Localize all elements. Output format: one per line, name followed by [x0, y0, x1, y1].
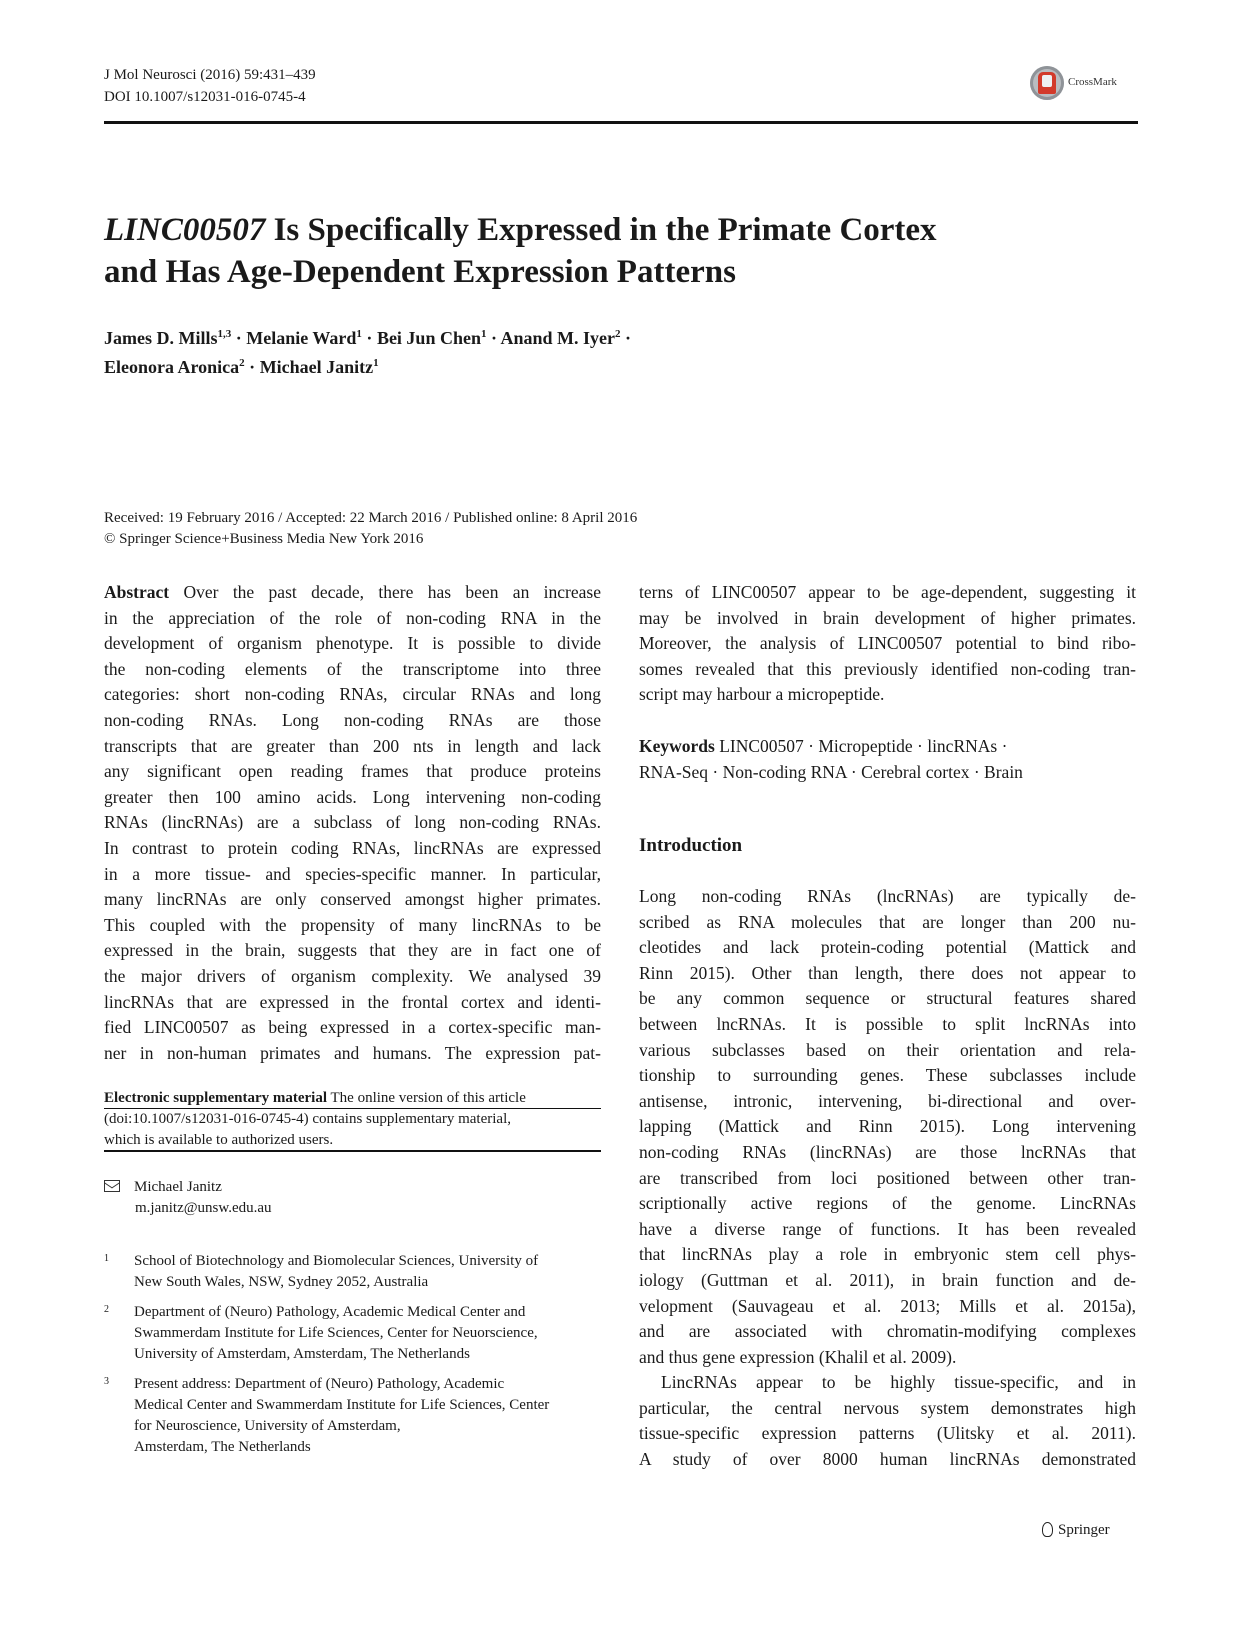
- abstract-line: Abstract Over the past decade, there has been an increase: [104, 582, 601, 602]
- abstract-line: Moreover, the analysis of LINC00507 potential to bind ribo-: [639, 633, 1136, 654]
- abstract-line: development of organism phenotype. It is possible to divide: [104, 633, 601, 654]
- author-affiliation-mark: 1,3: [217, 328, 232, 340]
- body-line: Rinn 2015). Other than length, there does not appear to: [639, 962, 1136, 983]
- body-line: antisense, intronic, intervening, bi-directional and over-: [639, 1090, 1136, 1111]
- abstract-line: categories: short non-coding RNAs, circular RNAs and long: [104, 684, 601, 705]
- abstract-line: somes revealed that this previously identified non-coding tran-: [639, 658, 1136, 679]
- correspondence: [104, 1177, 272, 1219]
- body-line: cleotides and lack protein-coding potential (Mattick and: [639, 937, 1136, 958]
- crossmark-label: CrossMark: [1068, 76, 1117, 88]
- affiliation-2: [104, 1302, 601, 1365]
- abstract-line: the non-coding elements of the transcriptome into three: [104, 658, 601, 679]
- affiliation-line: Present address: Department of (Neuro) Pathology, Academic: [134, 1376, 505, 1392]
- crossmark-badge[interactable]: [1030, 66, 1142, 104]
- affiliation-line: University of Amsterdam, Amsterdam, The Netherlands: [134, 1346, 470, 1362]
- author-affiliation-mark: 1: [373, 357, 379, 369]
- body-line: tionship to surrounding genes. These subclasses include: [639, 1065, 1136, 1086]
- body-line: tissue-specific expression patterns (Ulitsky et al. 2011).: [639, 1423, 1136, 1444]
- body-line: iology (Guttman et al. 2011), in brain function and de-: [639, 1269, 1136, 1290]
- publication-dates: [104, 508, 637, 550]
- esm-text: The online version of this article: [327, 1090, 526, 1106]
- body-line: LincRNAs appear to be highly tissue-specific, and in: [661, 1372, 1136, 1393]
- author-name[interactable]: Anand M. Iyer: [500, 328, 615, 348]
- body-line: that lincRNAs play a role in embryonic stem cell phys-: [639, 1244, 1136, 1265]
- affiliation-line: Department of (Neuro) Pathology, Academic Medical Center and: [134, 1304, 526, 1320]
- abstract-line: In contrast to protein coding RNAs, lincRNAs are expressed: [104, 837, 601, 858]
- abstract-line: many lincRNAs are only conserved amongst higher primates.: [104, 889, 601, 910]
- abstract-line: any significant open reading frames that produce proteins: [104, 761, 601, 782]
- abstract-line: fied LINC00507 as being expressed in a cortex-specific man-: [104, 1017, 601, 1038]
- affiliation-number: 2: [104, 1304, 109, 1315]
- body-line: non-coding RNAs (lincRNAs) are those lncRNAs that: [639, 1141, 1136, 1162]
- body-line: scriptionally active regions of the genome. LincRNAs: [639, 1193, 1136, 1214]
- affiliation-line: School of Biotechnology and Biomolecular Sciences, University of: [134, 1253, 539, 1269]
- abstract-line: in the appreciation of the role of non-coding RNA in the: [104, 607, 601, 628]
- author-name[interactable]: James D. Mills: [104, 328, 218, 348]
- affiliation-number: 3: [104, 1376, 109, 1387]
- body-line: A study of over 8000 human lincRNAs demonstrated: [639, 1449, 1136, 1470]
- title-line2: and Has Age-Dependent Expression Patterns: [104, 254, 736, 290]
- body-line: and are associated with chromatin-modifying complexes: [639, 1321, 1136, 1342]
- keywords-line: RNA-Seq · Non-coding RNA · Cerebral cortex · Brain: [639, 761, 1023, 782]
- author-affiliation-mark: 1: [480, 328, 487, 340]
- body-line: be any common sequence or structural features shared: [639, 988, 1136, 1009]
- affiliation-line: Medical Center and Swammerdam Institute for Life Sciences, Center: [134, 1397, 550, 1413]
- keywords: [639, 734, 1136, 785]
- correspondence-name: Michael Janitz: [134, 1179, 222, 1195]
- affiliation-line: New South Wales, NSW, Sydney 2052, Australia: [134, 1274, 429, 1290]
- body-line: various subclasses based on their orientation and rela-: [639, 1039, 1136, 1060]
- title-gene-name: LINC00507: [104, 212, 266, 248]
- body-line: lapping (Mattick and Rinn 2015). Long intervening: [639, 1116, 1136, 1137]
- abstract-line: greater then 100 amino acids. Long intervening non-coding: [104, 786, 601, 807]
- affiliation-3: [104, 1374, 601, 1458]
- keywords-label: Keywords: [639, 736, 715, 756]
- body-line: have a diverse range of functions. It has been revealed: [639, 1218, 1136, 1239]
- section-heading-introduction: Introduction: [639, 835, 743, 856]
- esm-text[interactable]: (doi:10.1007/s12031-016-0745-4) contains supplementary material,: [104, 1111, 511, 1127]
- journal-citation: [104, 64, 316, 108]
- journal-line: J Mol Neurosci (2016) 59:431–439: [104, 67, 316, 83]
- abstract-line: non-coding RNAs. Long non-coding RNAs are those: [104, 709, 601, 730]
- esm-label: Electronic supplementary material: [104, 1090, 328, 1106]
- abstract-line: This coupled with the propensity of many lincRNAs to be: [104, 914, 601, 935]
- affiliation-line: for Neuroscience, University of Amsterdam,: [134, 1418, 401, 1434]
- received-dates: Received: 19 February 2016 / Accepted: 22 March 2016 / Published online: 8 April 2016: [104, 510, 638, 526]
- abstract-line: expressed in the brain, suggests that they are in fact one of: [104, 940, 601, 961]
- author-name[interactable]: Bei Jun Chen: [376, 328, 481, 348]
- affiliation-line: Swammerdam Institute for Life Sciences, Center for Neuorscience,: [134, 1325, 538, 1341]
- supplementary-note: [104, 1088, 601, 1151]
- abstract-line: ner in non-human primates and humans. The expression pat-: [104, 1042, 601, 1063]
- abstract-line: may be involved in brain development of higher primates.: [639, 607, 1136, 628]
- author-affiliation-mark: 2: [615, 328, 621, 340]
- author-affiliation-mark: 1: [356, 328, 362, 340]
- author-list: James D. Mills$^{1,3}$ · Melanie Ward$^1$ · Bei Jun Chen$^1$ · Anand M. Iyer$^2$ · Eleonora Aronica$^2$ · Michael Janitz$^1$: [104, 328, 632, 377]
- publisher-name: Springer: [1058, 1522, 1110, 1538]
- body-line: Long non-coding RNAs (lncRNAs) are typically de-: [639, 886, 1136, 906]
- author-name[interactable]: Michael Janitz: [259, 357, 374, 377]
- crossmark-icon: [1030, 66, 1064, 100]
- header-rule: [104, 121, 1138, 124]
- abstract-line: the major drivers of organism complexity. We analysed 39: [104, 965, 601, 986]
- article-title: [104, 209, 1104, 293]
- publisher-logo: [1040, 1521, 1110, 1539]
- body-line: between lncRNAs. It is possible to split lncRNAs into: [639, 1013, 1136, 1034]
- affiliation-1: [104, 1251, 601, 1293]
- esm-rule-bottom: [104, 1150, 601, 1152]
- doi-line[interactable]: DOI 10.1007/s12031-016-0745-4: [104, 89, 306, 105]
- abstract-line: lincRNAs that are expressed in the frontal cortex and identi-: [104, 991, 601, 1012]
- body-line: and thus gene expression (Khalil et al. 2009).: [639, 1346, 957, 1367]
- body-line: scribed as RNA molecules that are longer than 200 nu-: [639, 911, 1136, 932]
- title-line1: Is Specifically Expressed in the Primate Cortex: [265, 212, 937, 248]
- introduction-paragraph-1: [639, 884, 1136, 1473]
- copyright-line: © Springer Science+Business Media New York 2016: [104, 531, 424, 547]
- author-name[interactable]: Melanie Ward: [246, 328, 357, 348]
- affiliation-line: Amsterdam, The Netherlands: [134, 1439, 311, 1455]
- abstract-continuation: [639, 580, 1136, 708]
- author-name[interactable]: Eleonora Aronica: [104, 357, 240, 377]
- abstract-label: Abstract: [104, 582, 170, 602]
- envelope-icon: [104, 1180, 120, 1192]
- author-affiliation-mark: 2: [239, 357, 245, 369]
- correspondence-email[interactable]: m.janitz@unsw.edu.au: [135, 1200, 272, 1216]
- body-line: particular, the central nervous system demonstrates high: [639, 1397, 1136, 1418]
- esm-text: which is available to authorized users.: [104, 1132, 334, 1148]
- abstract-line: in a more tissue- and species-specific manner. In particular,: [104, 863, 601, 884]
- body-line: velopment (Sauvageau et al. 2013; Mills et al. 2015a),: [639, 1295, 1136, 1316]
- abstract-line: terns of LINC00507 appear to be age-dependent, suggesting it: [639, 582, 1136, 602]
- abstract-line: transcripts that are greater than 200 nts in length and lack: [104, 735, 601, 756]
- springer-horse-icon: [1040, 1521, 1054, 1537]
- abstract-line: script may harbour a micropeptide.: [639, 684, 885, 705]
- affiliation-number: 1: [104, 1253, 109, 1264]
- keywords-line: LINC00507 · Micropeptide · lincRNAs ·: [714, 736, 1008, 756]
- body-line: are transcribed from loci positioned between other tran-: [639, 1167, 1136, 1188]
- abstract-line: RNAs (lincRNAs) are a subclass of long non-coding RNAs.: [104, 812, 601, 833]
- abstract-block: [104, 580, 601, 1066]
